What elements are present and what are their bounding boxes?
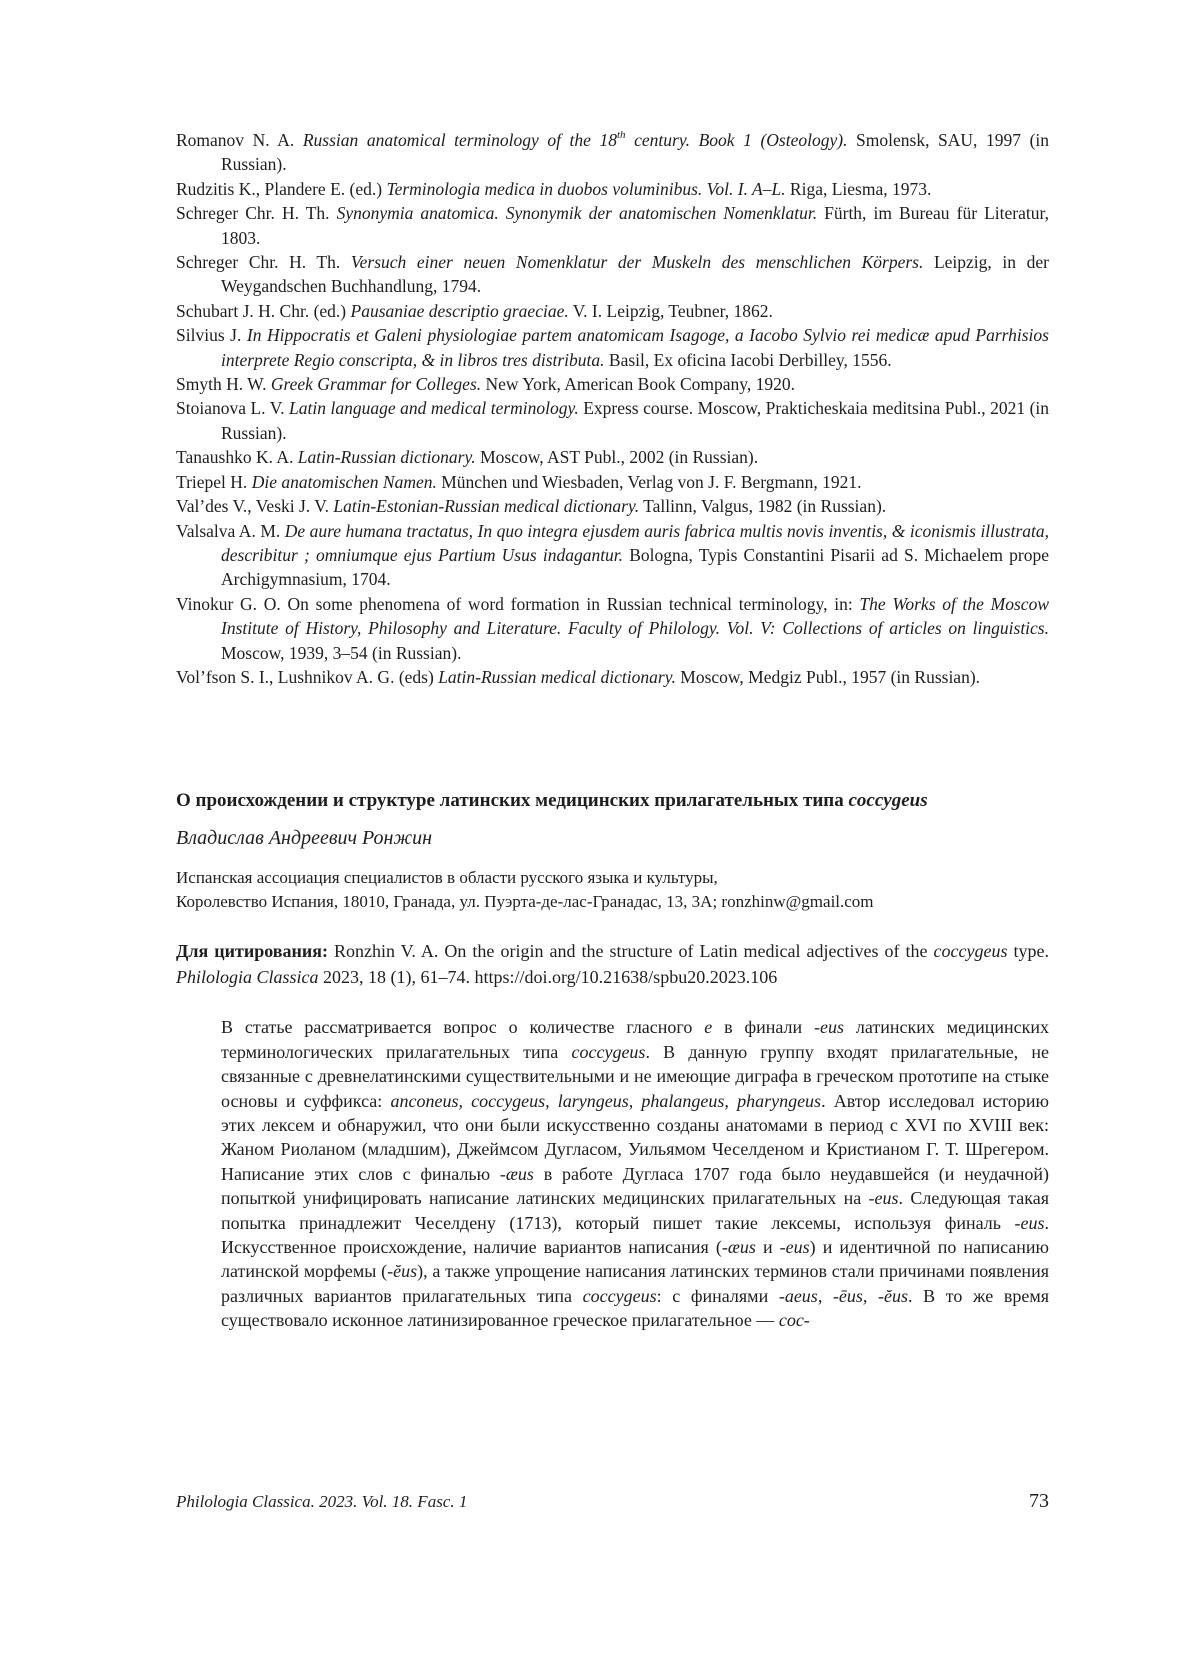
abstract-italic-term: coc-	[778, 1310, 810, 1331]
reference-title: De aure humana tractatus, In quo integra ejusdem auris fabrica multis novis inventis, & iconismis illustrata, describitur ; omniumque ejus Partium Usus indagantur.	[221, 520, 1049, 565]
reference-item	[176, 250, 1049, 299]
page-footer	[176, 1490, 1049, 1520]
reference-author: Romanov N. A.	[176, 130, 303, 150]
reference-author: Vol’fson S. I., Lushnikov A. G. (eds)	[176, 666, 439, 687]
citation-text: Ronzhin V. A. On the origin and the structure of Latin medical adjectives of the	[327, 941, 934, 962]
abstract-italic-term: -aeus, -ēus, -ĕus	[778, 1285, 909, 1306]
reference-title: Die anatomischen Namen.	[251, 471, 437, 492]
article-title-text: О происхождении и структуре латинских медицинских прилагательных типа	[176, 790, 849, 812]
citation	[176, 938, 1049, 990]
reference-item	[176, 494, 1049, 518]
reference-item	[176, 177, 1049, 201]
abstract-italic-term: -ĕus	[387, 1261, 418, 1282]
article-title	[176, 787, 1049, 814]
reference-author: Rudzitis K., Plandere E. (ed.)	[176, 178, 387, 199]
page-content	[176, 128, 1049, 1528]
running-footer-journal: Philologia Classica. 2023. Vol. 18. Fasc. 1	[176, 1492, 468, 1511]
abstract-italic-term: -eus	[1014, 1212, 1045, 1233]
abstract-text: ), а также упрощение написания латинских терминов стали причинами появления различных вариантов прилагательных типа	[221, 1261, 1049, 1306]
abstract-text: в работе Дугласа 1707 года было неудавшейся (и неудачной) попыткой унифицировать написание латинских медицинских прилагательных на	[221, 1163, 1049, 1209]
reference-title: Latin-Russian medical dictionary.	[438, 666, 676, 687]
reference-title: Latin-Russian dictionary.	[297, 447, 476, 468]
reference-author: Vinokur G. O. On some phenomena of word formation in Russian technical terminology, in:	[176, 593, 860, 614]
citation-text: type.	[1007, 941, 1049, 962]
reference-title: In Hippocratis et Galeni physiologiae partem anatomicam Isagoge, a Iacobo Sylvio rei medicæ apud Parrhisios interprete Regio conscripta, & in libros tres distributa.	[221, 325, 1049, 370]
abstract	[221, 1015, 1049, 1332]
citation-journal: Philologia Classica	[176, 967, 319, 988]
reference-details: Fürth, im Bureau für Literatur, 1803.	[221, 203, 1049, 248]
article-author: Владислав Андреевич Ронжин	[176, 827, 432, 850]
abstract-italic-term: -æus	[721, 1237, 756, 1257]
reference-author: Tanaushko K. A.	[176, 447, 298, 468]
citation-text: 2023, 18 (1), 61–74. https://doi.org/10.21638/spbu20.2023.106	[318, 967, 778, 988]
reference-item	[176, 665, 1049, 689]
reference-details: Basil, Ex oficina Iacobi Derbilley, 1556.	[604, 349, 892, 370]
abstract-text: . Искусственное происхождение, наличие вариантов написания (	[221, 1212, 1049, 1257]
reference-author: Smyth H. W.	[176, 374, 271, 395]
reference-title: Russian anatomical terminology of the 18	[302, 130, 617, 150]
reference-author: Silvius J.	[176, 325, 247, 346]
abstract-text: в финали	[712, 1017, 815, 1038]
reference-details: V. I. Leipzig, Teubner, 1862.	[568, 300, 773, 321]
affiliation-line: Королевство Испания, 18010, Гранада, ул. Пуэрта-де-лас-Гранадас, 13, 3А; ronzhinw@gmail.com	[176, 892, 874, 912]
reference-title: century. Book 1 (Osteology).	[625, 130, 848, 150]
reference-list	[176, 128, 1049, 689]
reference-details: Riga, Liesma, 1973.	[785, 178, 932, 199]
reference-details: Tallinn, Valgus, 1982 (in Russian).	[639, 496, 887, 517]
reference-title: Latin language and medical terminology.	[289, 398, 579, 419]
author-affiliation	[176, 866, 1049, 914]
reference-details: München und Wiesbaden, Verlag von J. F. Bergmann, 1921.	[436, 471, 862, 492]
reference-item	[176, 128, 1049, 177]
abstract-italic-term: -eus	[868, 1188, 899, 1209]
abstract-text: . В данную группу входят прилагательные, не связанные с древнелатинскими существительными и не имеющие диграфа в греческом прототипе на стыке основы и суффикса:	[221, 1041, 1049, 1111]
affiliation-line: Испанская ассоциация специалистов в области русского языка и культуры,	[176, 868, 718, 888]
reference-details: Bologna, Typis Constantini Pisarii ad S. Michaelem prope Archigymnasium, 1704.	[221, 544, 1049, 590]
reference-details: Moscow, 1939, 3–54 (in Russian).	[221, 642, 462, 663]
abstract-text: и	[755, 1237, 780, 1257]
reference-item	[176, 519, 1049, 592]
reference-item	[176, 592, 1049, 665]
reference-author: Triepel H.	[176, 471, 252, 492]
abstract-italic-term: -eus	[779, 1237, 810, 1257]
reference-title: Pausaniae descriptio graeciae.	[350, 300, 569, 321]
reference-details: New York, American Book Company, 1920.	[481, 374, 795, 395]
reference-item	[176, 372, 1049, 396]
abstract-text: ) и идентичной по написанию латинской морфемы (	[221, 1237, 1049, 1282]
abstract-text: латинских медицинских терминологических прилагательных типа	[221, 1017, 1049, 1062]
reference-author: Schreger Chr. H. Th.	[176, 203, 337, 224]
citation-label: Для цитирования:	[176, 941, 328, 962]
reference-title-superscript: th	[616, 129, 626, 142]
abstract-italic-term: coccygeus	[582, 1285, 657, 1306]
abstract-italic-term: coccygeus	[571, 1041, 646, 1062]
reference-title: Greek Grammar for Colleges.	[270, 374, 482, 395]
reference-author: Val’des V., Veski J. V.	[176, 496, 334, 517]
reference-item	[176, 323, 1049, 372]
reference-details: Smolensk, SAU, 1997 (in Russian).	[221, 130, 1050, 175]
page-number: 73	[1029, 1490, 1049, 1512]
reference-details: Moscow, AST Publ., 2002 (in Russian).	[475, 447, 759, 468]
reference-item	[176, 470, 1049, 494]
reference-title: Terminologia medica in duobos voluminibus. Vol. I. A–L.	[386, 178, 786, 199]
abstract-italic-term: -eus	[814, 1017, 845, 1038]
reference-details: Leipzig, in der Weygandschen Buchhandlung, 1794.	[221, 252, 1049, 297]
reference-item	[176, 299, 1049, 323]
reference-author: Stoianova L. V.	[176, 398, 289, 419]
reference-author: Schreger Chr. H. Th.	[176, 252, 351, 273]
abstract-text: : с финалями	[656, 1285, 779, 1306]
reference-title: Synonymia anatomica. Synonymik der anatomischen Nomenklatur.	[336, 203, 818, 224]
reference-title: The Works of the Moscow Institute of History, Philosophy and Literature. Faculty of Philology. Vol. V: Collections of articles on linguistics.	[221, 593, 1049, 639]
abstract-text: . Следующая такая попытка принадлежит Чеселдену (1713), который пишет такие лексемы, используя финаль	[221, 1188, 1049, 1233]
article-title-term: coccygeus	[848, 790, 928, 812]
reference-details: Moscow, Medgiz Publ., 1957 (in Russian).	[675, 666, 981, 687]
abstract-italic-term: -æus	[499, 1163, 534, 1184]
abstract-italic-term: e	[704, 1017, 713, 1038]
abstract-text: В статье рассматривается вопрос о количестве гласного	[221, 1017, 705, 1038]
abstract-text: . Автор исследовал историю этих лексем и обнаружил, что они были искусственно созданы анатомами в период с XVI по XVIII век: Жаном Риоланом (младшим), Джеймсом Дугласом, Уильямом Чеселденом и Кристианом Г. Т. Шрегером. Написание этих слов с финалью	[221, 1090, 1049, 1184]
reference-author: Valsalva A. M.	[176, 520, 285, 541]
reference-title: Latin-Estonian-Russian medical dictionary.	[333, 496, 640, 517]
citation-term: coccygeus	[933, 941, 1008, 962]
reference-item	[176, 396, 1049, 445]
reference-item	[176, 201, 1049, 250]
reference-details: Express course. Moscow, Prakticheskaia meditsina Publ., 2021 (in Russian).	[221, 398, 1050, 443]
abstract-text: . В то же время существовало исконное латинизированное греческое прилагательное —	[221, 1285, 1050, 1331]
reference-title: Versuch einer neuen Nomenklatur der Muskeln des menschlichen Körpers.	[350, 252, 924, 273]
abstract-italic-term: anconeus, coccygeus, laryngeus, phalangeus, pharyngeus	[390, 1090, 822, 1111]
reference-author: Schubart J. H. Chr. (ed.)	[176, 300, 351, 321]
reference-item	[176, 445, 1049, 469]
